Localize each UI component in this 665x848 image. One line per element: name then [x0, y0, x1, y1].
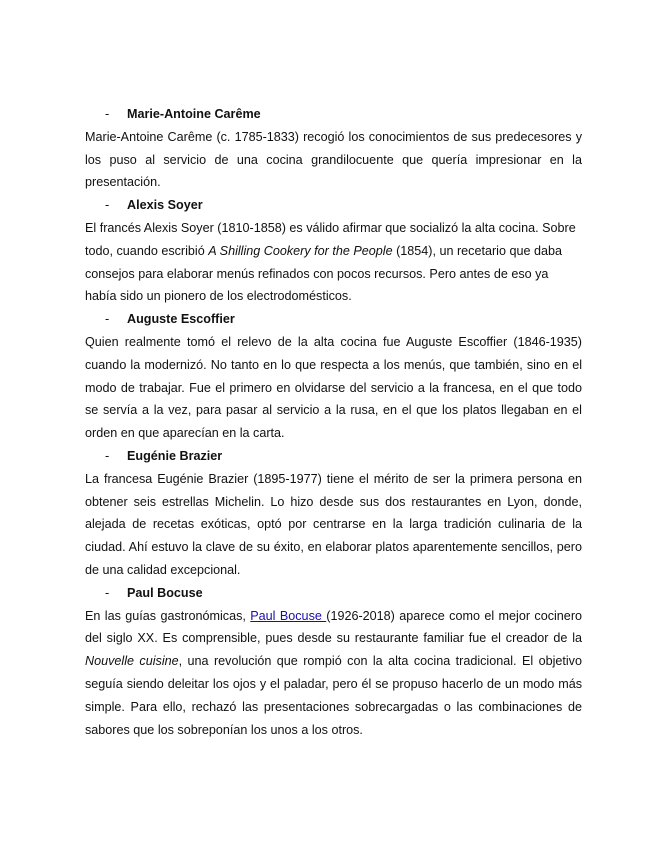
- bullet-dash: -: [105, 448, 110, 463]
- section-heading-bocuse: [85, 582, 582, 605]
- heading-text: Auguste Escoffier: [127, 312, 235, 327]
- paul-bocuse-link[interactable]: Paul Bocuse: [250, 608, 327, 623]
- paragraph-escoffier: Quien realmente tomó el relevo de la alta cocina fue Auguste Escoffier (1846-1935) cuando la modernizó. No tanto en lo que respecta a los menús, que también, sino en el modo de trabajar. Fue el primero en olvidarse del servicio a la francesa, en el que todo se servía a la vez, para pasar al servicio a la rusa, en el que los platos llegaban en el orden en que aparecían en la carta.: [85, 334, 582, 441]
- heading-text: Paul Bocuse: [127, 585, 203, 600]
- book-title: A Shilling Cookery for the People: [208, 243, 393, 258]
- paragraph-careme: Marie-Antoine Carême (c. 1785-1833) recogió los conocimientos de sus predecesores y los puso al servicio de una cocina grandilocuente que quería impresionar en la presentación.: [85, 129, 582, 190]
- bullet-dash: -: [105, 107, 110, 121]
- paragraph-text: (1854), un recetario que daba consejos para elaborar menús refinados con pocos recursos. Pero antes de eso ya había sido un pionero de los electrodomésticos.: [85, 243, 563, 304]
- section-heading-soyer: [85, 194, 582, 217]
- heading-text: Alexis Soyer: [127, 198, 203, 213]
- heading-text: Eugénie Brazier: [127, 448, 223, 463]
- section-heading-careme: [85, 103, 582, 126]
- section-heading-brazier: [85, 445, 582, 468]
- paragraph-bocuse: [85, 605, 582, 742]
- paragraph-brazier: La francesa Eugénie Brazier (1895-1977) tiene el mérito de ser la primera persona en obtener seis estrellas Michelin. Lo hizo desde sus dos restaurantes en Lyon, donde, alejada de recetas exóticas, optó por centrarse en la larga tradición culinaria de la ciudad. Ahí estuvo la clave de su éxito, en elaborar platos aparentemente sencillos, pero de una calidad excepcional.: [85, 471, 582, 577]
- section-heading-escoffier: [85, 308, 582, 331]
- bullet-dash: -: [105, 198, 110, 213]
- paragraph-soyer: [85, 217, 582, 308]
- paragraph-text: , una revolución que rompió con la alta cocina tradicional. El objetivo seguía siendo deleitar los ojos y el paladar, pero él se propuso hacerlo de un modo más simple. Para ello, rechazó las presentaciones sobrecargadas o las combinaciones de sabores que los sobreponían los unos a los otros.: [85, 654, 582, 737]
- bullet-dash: -: [105, 585, 110, 600]
- heading-text: Marie-Antoine Carême: [127, 107, 261, 121]
- paragraph-text: En las guías gastronómicas,: [85, 608, 251, 623]
- bullet-dash: -: [105, 312, 110, 327]
- document-page: [85, 103, 582, 741]
- paragraph-text: (1926-2018) aparece como el mejor cocinero del siglo XX. Es comprensible, pues desde su restaurante familiar fue el creador de la: [85, 608, 583, 646]
- paragraph-text: El francés Alexis Soyer (1810-1858) es válido afirmar que socializó la alta cocina. Sobre todo, cuando escribió: [85, 220, 576, 258]
- nouvelle-cuisine-term: Nouvelle cuisine: [85, 654, 179, 669]
